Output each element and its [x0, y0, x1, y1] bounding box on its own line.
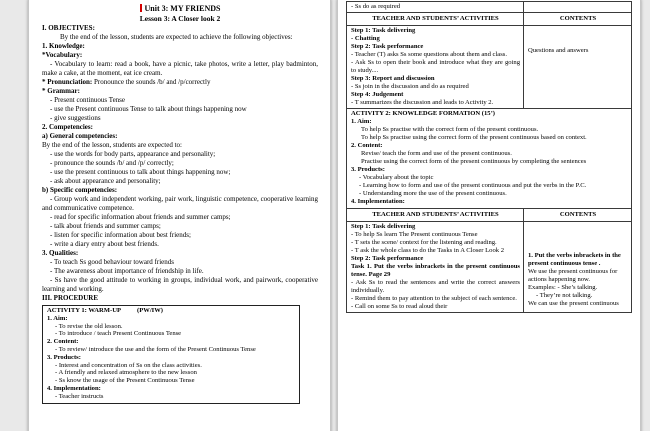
list-item: - Call on some Ss to read aloud their — [351, 303, 448, 310]
doc-title — [42, 4, 318, 14]
list-item: - The awareness about importance of friendship in life. — [50, 267, 204, 275]
heading-knowledge: 1. Knowledge: — [42, 42, 85, 50]
list-item: - Group work and independent working, pair work, linguistic competence, cooperative learning and communicative competence. — [42, 195, 318, 212]
pronunciation-label: * Pronunciation: — [42, 78, 93, 86]
list-item: Revise/ teach the form and use of the present continuous. — [361, 150, 512, 157]
table1-activities-cell — [347, 26, 524, 109]
list-item: - A friendly and relaxed atmosphere to the new lesson — [55, 369, 197, 377]
step-line: Step 1: Task delivering — [351, 27, 416, 34]
table2-activities-cell — [347, 222, 524, 313]
list-item: - Remind them to pay attention to the subject of each sentence. — [351, 295, 517, 302]
list-item: - use the words for body parts, appearance and personality; — [50, 150, 216, 158]
pronunciation-text: Pronounce the sounds /b/ and /p/correctly — [92, 78, 211, 86]
vocabulary-line: - Vocabulary to learn: read a book, have a picnic, take photos, write a letter, play badminton, make a cake, at the moment, eat ice cream. — [42, 60, 318, 77]
list-item: - To revise the old lesson. — [55, 322, 123, 330]
activity1-box — [42, 305, 300, 404]
list-item: - Vocabulary about the topic — [359, 174, 434, 181]
list-item: - ask about appearance and personality; — [50, 177, 161, 185]
page-right — [337, 0, 641, 431]
revision-mark-icon — [140, 4, 142, 12]
list-item: - T summarizes the discussion and leads to Activity 2. — [351, 99, 494, 106]
carryover-cell: - Ss do as required — [347, 2, 524, 13]
contents-note: Examples: - She’s talking. — [528, 284, 598, 291]
table1-contents-cell — [524, 26, 632, 109]
list-item: To help Ss practise with the correct form of the present continuous. — [361, 126, 539, 133]
table2-header-contents: CONTENTS — [524, 209, 632, 222]
objectives-intro: By the end of the lesson, students are expected to achieve the following objectives: — [60, 33, 293, 41]
activities-table-1 — [346, 1, 632, 109]
list-item: - T ask the whole class to do the Tasks in A Closer Look 2 — [351, 247, 505, 254]
list-item: - Ss have the good attitude to working in groups, individual work, and pairwork, cooperative learning and working. — [42, 276, 318, 293]
heading-aim: 1. Aim: — [47, 314, 68, 322]
list-item: - pronounce the sounds /b/ and /p/ correctly; — [50, 159, 174, 167]
list-item: - To teach Ss good behaviour toward friends — [50, 258, 174, 266]
list-item: - Ask Ss to read the sentences and write the correct answers individually. — [351, 279, 520, 294]
table2-header-activities: TEACHER AND STUDENTS’ ACTIVITIES — [347, 209, 524, 222]
heading-general-competencies: a) General competencies: — [42, 132, 118, 140]
general-intro: By the end of the lesson, students are expected to: — [42, 141, 182, 149]
heading-competencies: 2. Competencies: — [42, 123, 93, 131]
heading-aim: 1. Aim: — [351, 118, 372, 125]
heading-procedure: III. PROCEDURE — [42, 294, 99, 302]
contents-note: 1. Put the verbs inbrackets in the present continuous tense . — [528, 252, 621, 267]
heading-specific-competencies: b) Specific competencies: — [42, 186, 118, 194]
list-item: - Understanding more the use of the present continuous. — [359, 190, 507, 197]
step-line: Step 4: Judgement — [351, 91, 404, 98]
list-item: To help Ss practise using the correct form of the present continuous based on context. — [361, 134, 587, 141]
list-item: - Learning how to form and use of the present continuous and put the verbs in the P.C. — [359, 182, 587, 189]
contents-note: We use the present continuous for actions happening now. — [528, 268, 618, 283]
doc-subtitle: Lesson 3: A Closer look 2 — [139, 14, 221, 23]
list-item: - Ask Ss to open their book and introduce what they are going to study.... — [351, 59, 520, 74]
activity1-title-text: ACTIVITY 1: WARM-UP — [47, 307, 121, 314]
activity1-mode: (PW/IW) — [137, 307, 164, 314]
list-item: - Ss join in the discussion and do as required — [351, 83, 469, 90]
activity2-title: ACTIVITY 2: KNOWLEDGE FORMATION (15’) — [351, 110, 495, 117]
list-item: Practise using the correct form of the present continuous by completing the sentences — [361, 158, 587, 165]
list-item: - Ss know the usage of the Present Continuous Tense — [55, 377, 195, 385]
heading-content: 2. Content: — [351, 142, 383, 149]
list-item: - listen for specific information about best friends; — [50, 231, 191, 239]
step-line: - Chatting — [351, 35, 380, 42]
table1-header-contents: CONTENTS — [524, 13, 632, 26]
list-item: - Interest and concentration of Ss on the class activities. — [55, 361, 202, 369]
heading-products: 3. Products: — [47, 353, 81, 361]
heading-vocabulary: *Vocabulary: — [42, 51, 83, 59]
list-item: - Present continuous Tense — [50, 96, 126, 104]
list-item: - give suggestions — [50, 114, 101, 122]
carryover-cell-empty — [524, 2, 632, 13]
contents-note: Questions and answers — [528, 47, 589, 54]
page-left — [28, 0, 331, 431]
list-item: - To help Ss learn The Present continuous Tense — [351, 231, 478, 238]
doc-title-text: Unit 3: MY FRIENDS — [144, 4, 221, 13]
list-item: - To review/ introduce the use and the form of the Present Continuous Tense — [55, 345, 256, 353]
step-line: Step 1: Task delivering — [351, 223, 416, 230]
heading-products: 3. Products: — [351, 166, 385, 173]
pronunciation-line — [42, 78, 318, 87]
activities-table-2 — [346, 208, 632, 313]
list-item: - read for specific information about friends and summer camps; — [50, 213, 231, 221]
task-line: Task 1. Put the verbs inbrackets in the present continuous tense. Page 29 — [351, 263, 520, 278]
contents-note: - They’re not talking. — [536, 292, 593, 299]
heading-qualities: 3. Qualities: — [42, 249, 79, 257]
activity2-box — [346, 108, 632, 209]
list-item: - Teacher instructs — [55, 392, 104, 400]
list-item: - To introduce / teach Present Continuous Tense — [55, 330, 182, 338]
heading-grammar: * Grammar: — [42, 87, 80, 95]
heading-implementation: 4. Implementation: — [351, 198, 405, 205]
list-item: - write a diary entry about best friends. — [50, 240, 159, 248]
step-line: Step 3: Report and discussion — [351, 75, 435, 82]
step-line: Step 2: Task performance — [351, 255, 424, 262]
list-item: - talk about friends and summer camps; — [50, 222, 161, 230]
list-item: - use the Present continuous Tense to talk about things happening now — [50, 105, 247, 113]
heading-objectives: I. OBJECTIVES: — [42, 24, 95, 32]
heading-content: 2. Content: — [47, 338, 79, 346]
contents-note: We can use the present continuous — [528, 300, 619, 307]
table2-contents-cell — [524, 222, 632, 313]
activity1-title — [47, 307, 295, 315]
list-item: - Teacher (T) asks Ss some questions about them and class. — [351, 51, 507, 58]
list-item: - use the present continuous to talk about things happening now; — [50, 168, 231, 176]
list-item: - T sets the scene/ context for the listening and reading. — [351, 239, 497, 246]
table1-header-activities: TEACHER AND STUDENTS’ ACTIVITIES — [347, 13, 524, 26]
heading-implementation: 4. Implementation: — [47, 384, 101, 392]
step-line: Step 2: Task performance — [351, 43, 424, 50]
